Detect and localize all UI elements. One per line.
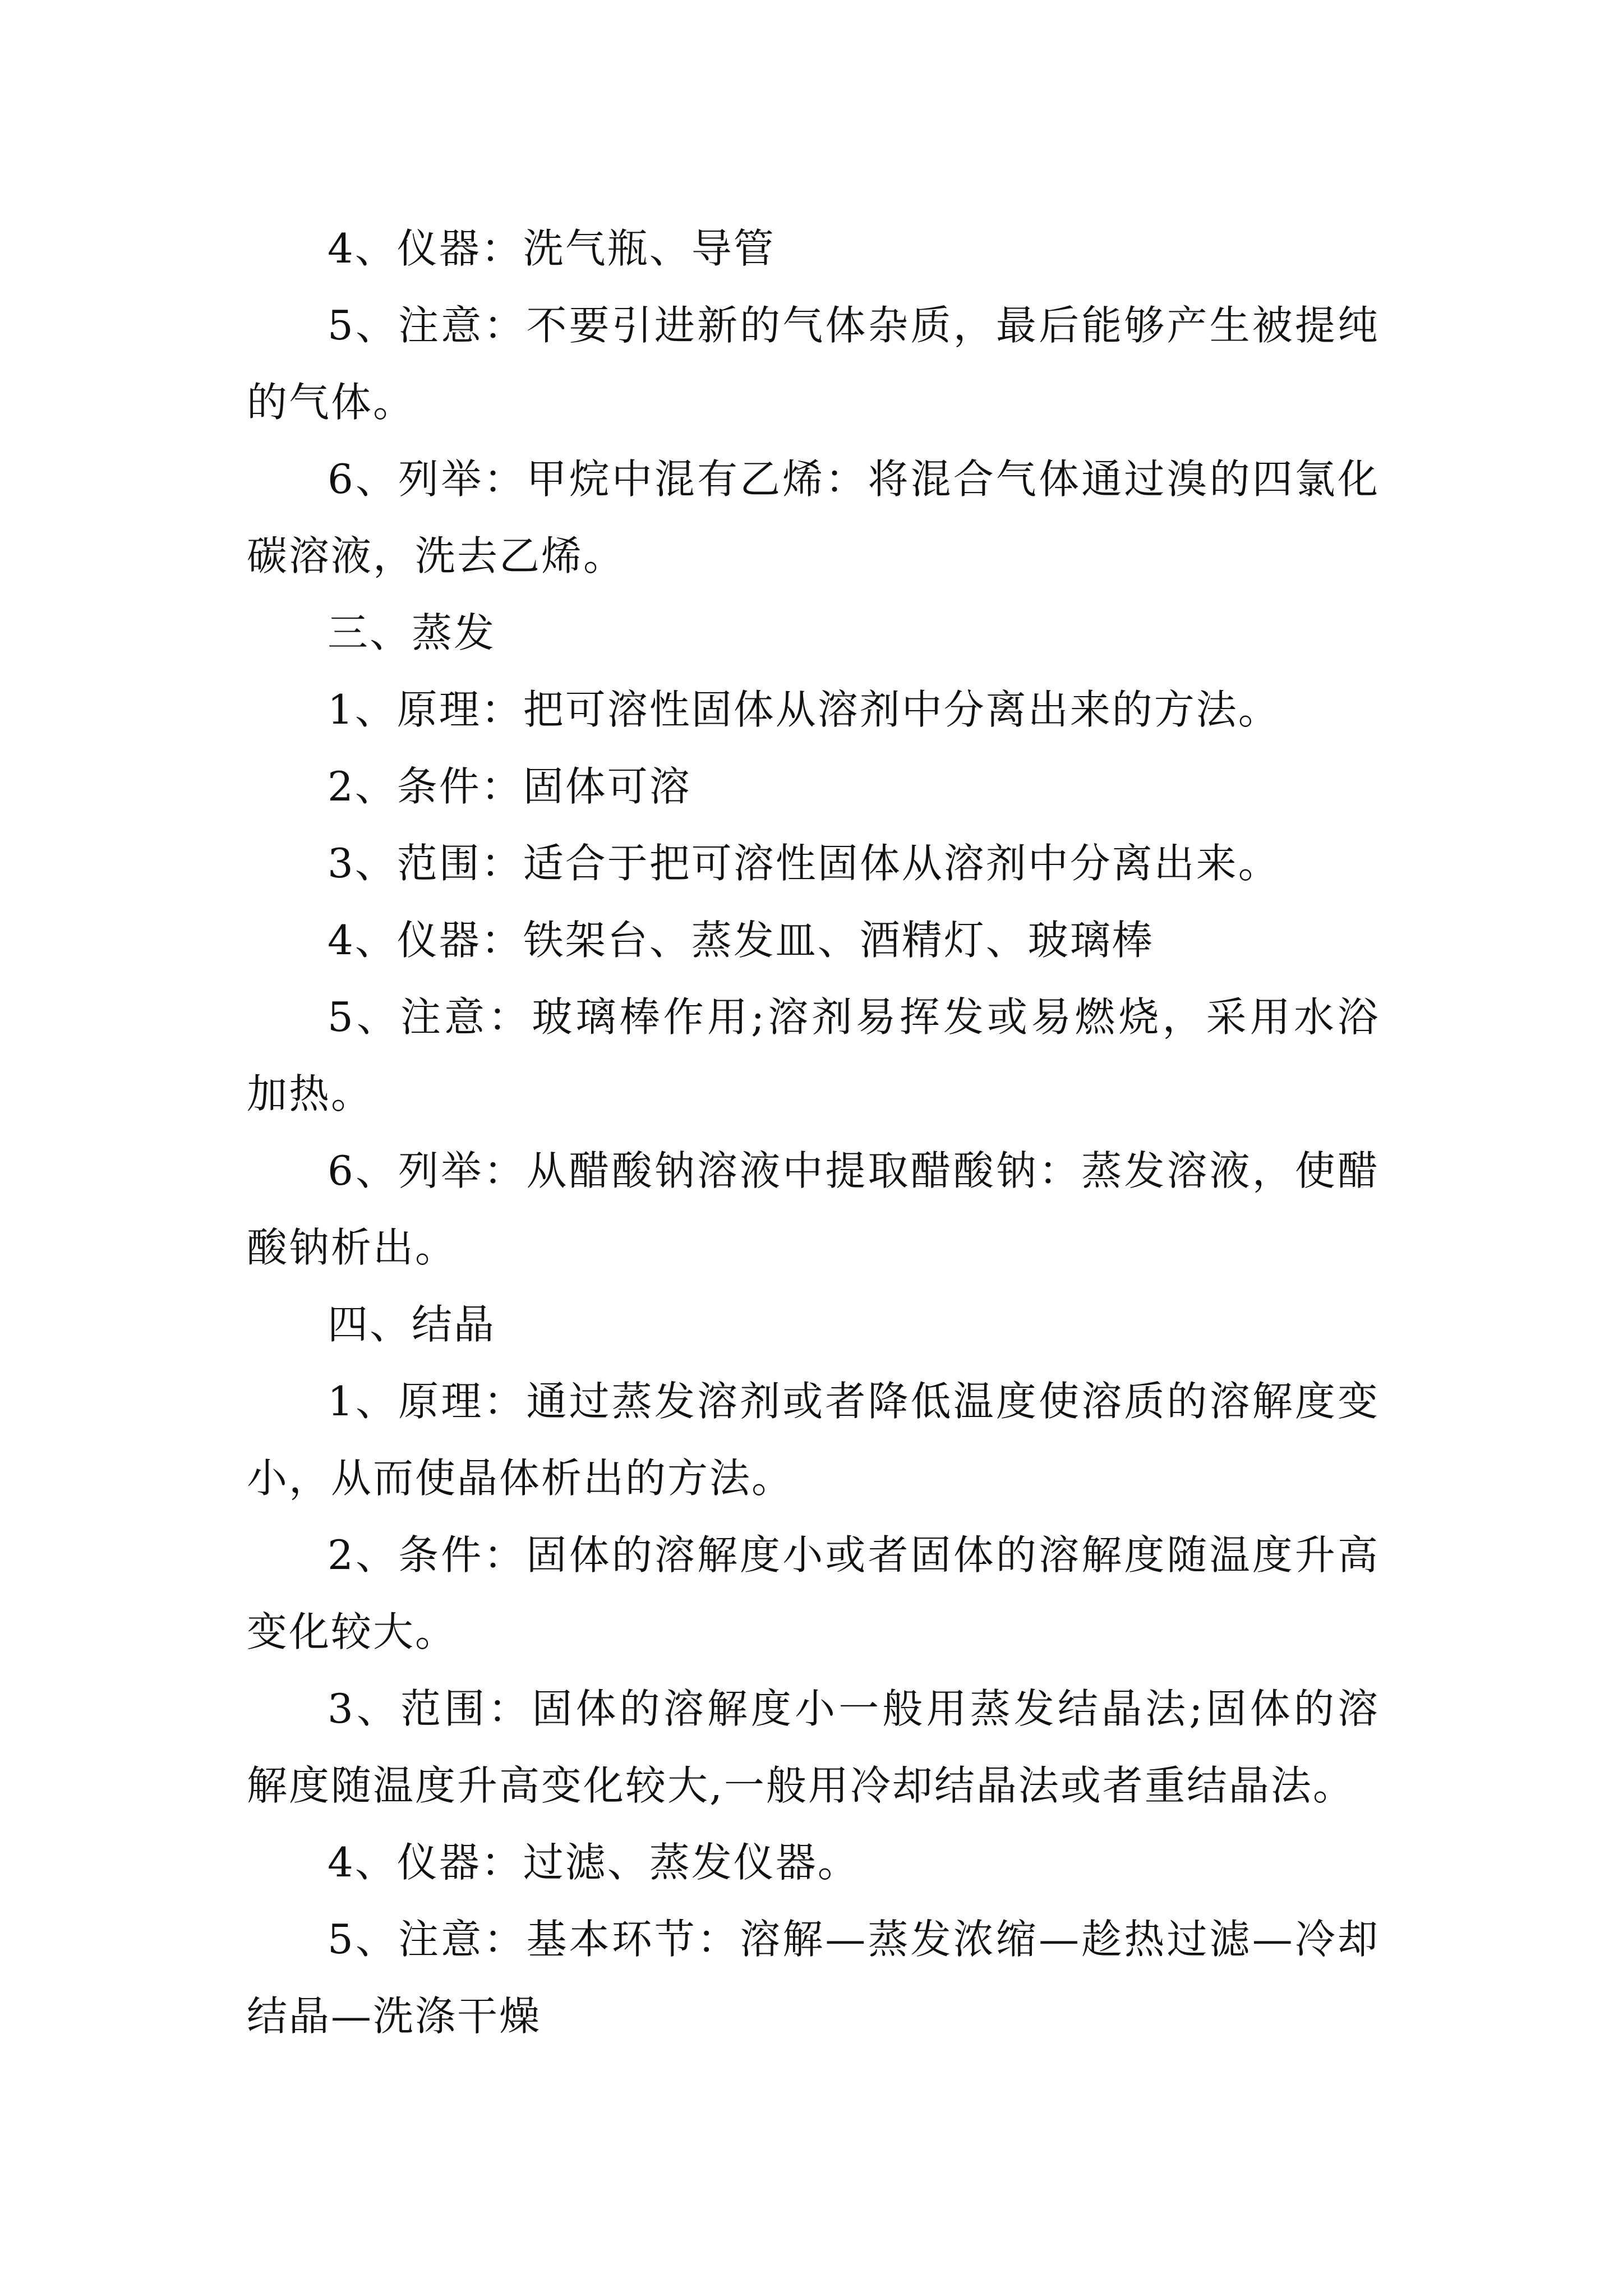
document-body [247,210,1380,2055]
paragraph-conditions: 2、条件：固体的溶解度小或者固体的溶解度随温度升高变化较大。 [247,1531,1380,1655]
paragraph-notes: 5、注意：不要引进新的气体杂质，最后能够产生被提纯的气体。 [247,302,1380,426]
paragraph-notes: 5、注意：玻璃棒作用;溶剂易挥发或易燃烧，采用水浴加热。 [247,993,1380,1117]
paragraph-instruments: 4、仪器：洗气瓶、导管 [328,225,776,272]
paragraph-principle: 1、原理：通过蒸发溶剂或者降低温度使溶质的溶解度变小，从而使晶体析出的方法。 [247,1378,1380,1502]
paragraph-conditions: 2、条件：固体可溶 [328,763,691,810]
paragraph-instruments: 4、仪器：过滤、蒸发仪器。 [328,1839,860,1886]
paragraph-instruments: 4、仪器：铁架台、蒸发皿、酒精灯、玻璃棒 [328,917,1154,964]
paragraph-principle: 1、原理：把可溶性固体从溶剂中分离出来的方法。 [328,686,1280,733]
paragraph-example: 6、列举：从醋酸钠溶液中提取醋酸钠：蒸发溶液，使醋酸钠析出。 [247,1147,1380,1271]
paragraph-example: 6、列举：甲烷中混有乙烯：将混合气体通过溴的四氯化碳溶液，洗去乙烯。 [247,455,1380,579]
paragraph-scope: 3、范围：适合于把可溶性固体从溶剂中分离出来。 [328,840,1280,887]
paragraph-scope: 3、范围：固体的溶解度小一般用蒸发结晶法;固体的溶解度随温度升高变化较大,一般用冷却结晶法或者重结晶法。 [247,1685,1380,1809]
section-heading-evaporation: 三、蒸发 [328,609,496,656]
paragraph-notes: 5、注意：基本环节：溶解—蒸发浓缩—趁热过滤—冷却结晶—洗涤干燥 [247,1916,1380,2040]
section-heading-crystallization: 四、结晶 [328,1301,496,1348]
